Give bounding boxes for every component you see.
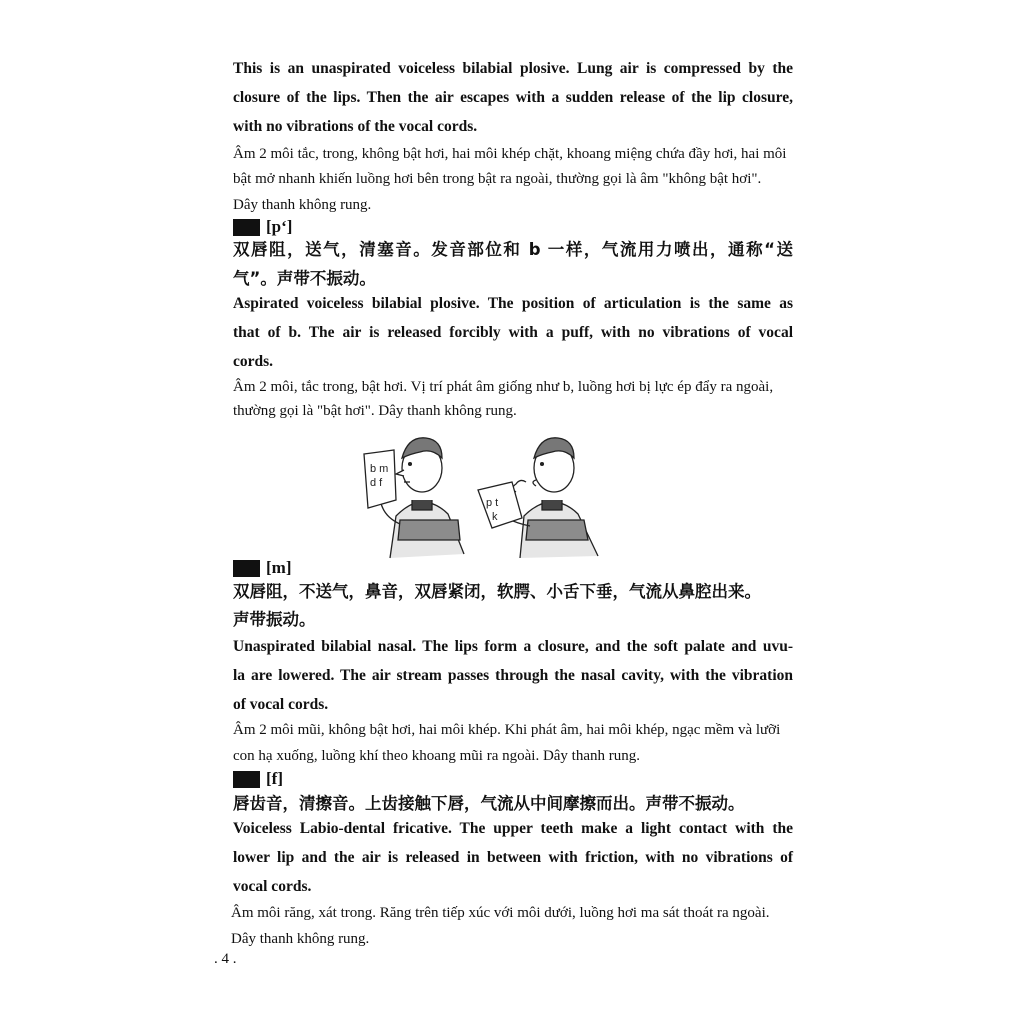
heading-marker-block — [233, 219, 260, 236]
f-vietnamese-line-1: Âm môi răng, xát trong. Răng trên tiếp xúc với môi dưới, luồng hơi ma sát thoát ra ngoài. — [231, 905, 770, 921]
m-heading-label: [m] — [266, 558, 292, 577]
b-vietnamese-line-1: Âm 2 môi tắc, trong, không bật hơi, hai môi khép chặt, khoang miệng chứa đầy hơi, hai môi — [233, 146, 787, 162]
m-heading — [233, 558, 291, 578]
f-english-line-1: Voiceless Labio-dental fricative. The upper teeth make a light contact with the — [233, 820, 793, 837]
p-chinese-line-2: 气”。声带不振动。 — [233, 269, 376, 288]
m-vietnamese-line-1: Âm 2 môi mũi, không bật hơi, hai môi khép. Khi phát âm, hai môi khép, ngạc mềm và lưỡi — [233, 722, 781, 738]
m-chinese-line-1: 双唇阻，不送气，鼻音，双唇紧闭，软腭、小舌下垂，气流从鼻腔出来。 — [233, 582, 761, 601]
b-english-line-2: closure of the lips. Then the air escapes with a sudden release of the lip closure, — [233, 89, 793, 106]
card-left-line-2: d f — [370, 477, 383, 489]
f-heading-label: [f] — [266, 769, 283, 788]
f-english-line-3: vocal cords. — [233, 878, 312, 895]
p-heading-label: [p‘] — [266, 217, 293, 236]
card-left-line-1: b m — [370, 463, 389, 475]
f-heading — [233, 769, 283, 789]
b-english-line-1: This is an unaspirated voiceless bilabial plosive. Lung air is compressed by the — [233, 60, 793, 77]
p-english-line-3: cords. — [233, 353, 274, 370]
card-right-line-2: k — [492, 511, 498, 523]
heading-marker-block — [233, 560, 260, 577]
m-chinese-line-2: 声带振动。 — [233, 610, 316, 629]
b-vietnamese-line-2: bật mở nhanh khiến luồng hơi bên trong bật ra ngoài, thường gọi là âm "không bật hơi". — [233, 171, 762, 187]
card-right-line-1: p t — [486, 497, 499, 509]
m-english-line-2: la are lowered. The air stream passes through the nasal cavity, with the vibration — [233, 667, 793, 684]
m-english-line-3: of vocal cords. — [233, 696, 329, 713]
f-vietnamese-line-2: Dây thanh không rung. — [231, 931, 370, 947]
heading-marker-block — [233, 771, 260, 788]
m-english-line-1: Unaspirated bilabial nasal. The lips form a closure, and the soft palate and uvu- — [233, 638, 793, 655]
p-heading — [233, 217, 292, 237]
boy-with-card-left — [364, 438, 464, 558]
f-chinese-line-1: 唇齿音，清擦音。上齿接触下唇，气流从中间摩擦而出。声带不振动。 — [233, 794, 745, 813]
m-vietnamese-line-2: con hạ xuống, luồng khí theo khoang mũi ra ngoài. Dây thanh rung. — [233, 748, 641, 764]
b-english-line-3: with no vibrations of the vocal cords. — [233, 118, 478, 135]
f-english-line-2: lower lip and the air is released in between with friction, with no vibrations of — [233, 849, 793, 866]
p-english-line-2: that of b. The air is released forcibly with a puff, with no vibrations of vocal — [233, 324, 793, 341]
p-english-line-1: Aspirated voiceless bilabial plosive. The position of articulation is the same as — [233, 295, 793, 312]
page-number: . 4 . — [214, 951, 237, 967]
pronunciation-illustration — [360, 428, 610, 560]
b-vietnamese-line-3: Dây thanh không rung. — [233, 197, 372, 213]
p-vietnamese-line-1: Âm 2 môi, tắc trong, bật hơi. Vị trí phát âm giống như b, luồng hơi bị lực ép đẩy ra ngoài, — [233, 379, 774, 395]
p-chinese-line-1: 双唇阻，送气，清塞音。发音部位和 b 一样，气流用力喷出，通称“送 — [233, 240, 793, 259]
p-vietnamese-line-2: thường gọi là "bật hơi". Dây thanh không rung. — [233, 403, 517, 419]
